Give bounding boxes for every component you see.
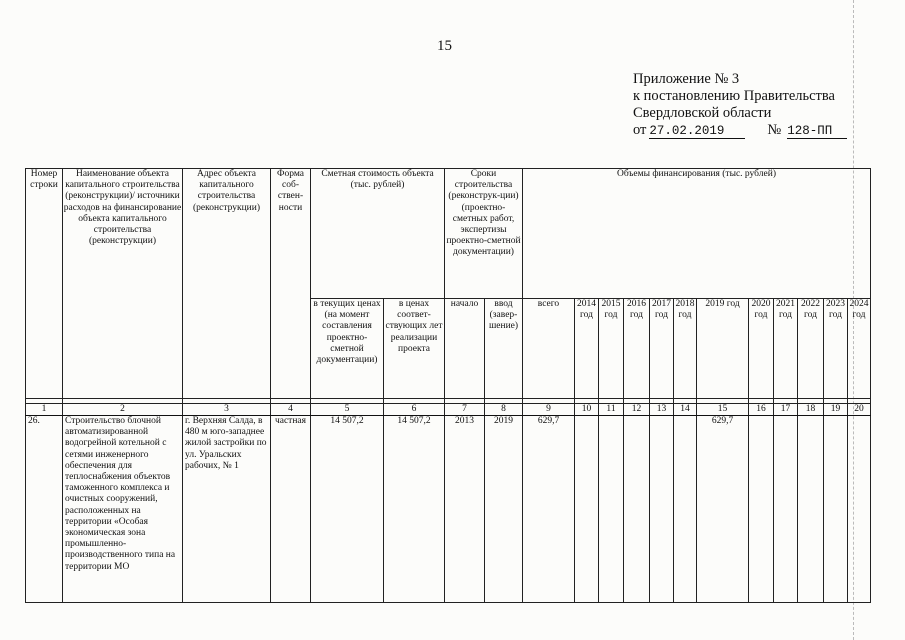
column-number: 17: [774, 404, 798, 416]
column-number: 11: [599, 404, 624, 416]
financing-2023: [824, 416, 848, 603]
financing-2020: [749, 416, 774, 603]
financing-table: [25, 168, 871, 603]
header-year-2017: 2017 год: [650, 299, 674, 399]
header-ownership: Форма соб-ствен-ности: [271, 169, 311, 399]
header-row-1: [26, 169, 871, 299]
header-commission: ввод (завер-шение): [485, 299, 523, 399]
header-year-2018: 2018 год: [674, 299, 697, 399]
column-number: 4: [271, 404, 311, 416]
page-number: 15: [437, 38, 452, 54]
column-number: 13: [650, 404, 674, 416]
header-year-2019: 2019 год: [697, 299, 749, 399]
column-number: 12: [624, 404, 650, 416]
table-row: [26, 416, 871, 603]
header-year-2023: 2023 год: [824, 299, 848, 399]
column-number: 1: [26, 404, 63, 416]
column-numbers-row: [26, 404, 871, 416]
header-current-prices: в текущих ценах (на момент составления проектно-сметной документации): [311, 299, 384, 399]
object-address: г. Верхняя Салда, в 480 м юго-западнее жилой застройки по ул. Уральских рабочих, № 1: [183, 416, 271, 603]
column-number: 2: [63, 404, 183, 416]
header-address: Адрес объекта капитального строительства (реконструкции): [183, 169, 271, 399]
header-corresponding-prices: в ценах соответ-ствующих лет реализации проекта: [384, 299, 445, 399]
column-number: 6: [384, 404, 445, 416]
appendix-line-3: Свердловской области: [633, 105, 772, 121]
financing-total: 629,7: [523, 416, 575, 603]
header-year-2015: 2015 год: [599, 299, 624, 399]
header-year-2022: 2022 год: [798, 299, 824, 399]
header-year-2016: 2016 год: [624, 299, 650, 399]
column-number: 7: [445, 404, 485, 416]
column-number: 3: [183, 404, 271, 416]
from-label: от: [633, 122, 647, 138]
header-estimated-cost: Сметная стоимость объекта (тыс. рублей): [311, 169, 445, 299]
financing-2017: [650, 416, 674, 603]
column-number: 18: [798, 404, 824, 416]
decree-number: 128-ПП: [787, 125, 847, 139]
column-number: 20: [848, 404, 871, 416]
appendix-header: [633, 71, 847, 139]
financing-2018: [674, 416, 697, 603]
header-terms: Сроки строительства (реконструк-ции) (проектно-сметных работ, экспертизы проектно-сметной документации): [445, 169, 523, 299]
column-number: 8: [485, 404, 523, 416]
decree-date: 27.02.2019: [649, 125, 745, 139]
column-number: 9: [523, 404, 575, 416]
header-year-2020: 2020 год: [749, 299, 774, 399]
object-name: Строительство блочной автоматизированной водогрейной котельной с сетями инженерного обеспечения для теплоснабжения объектов таможенного комплекса и очистных сооружений, расположенных на территории «Особая экономическая зона промышленно-производственного типа на территории МО: [63, 416, 183, 603]
financing-2021: [774, 416, 798, 603]
row-number: 26.: [26, 416, 63, 603]
financing-2014: [575, 416, 599, 603]
header-total: всего: [523, 299, 575, 399]
column-number: 14: [674, 404, 697, 416]
header-object-name: Наименование объекта капитального строительства (реконструкции)/ источники расходов на финансирование объекта капитального строительства (реконструкции): [63, 169, 183, 399]
column-number: 19: [824, 404, 848, 416]
appendix-line-2: к постановлению Правительства: [633, 88, 835, 104]
header-year-2021: 2021 год: [774, 299, 798, 399]
column-number: 10: [575, 404, 599, 416]
appendix-title: Приложение № 3: [633, 71, 740, 87]
financing-2022: [798, 416, 824, 603]
financing-2016: [624, 416, 650, 603]
ownership-form: частная: [271, 416, 311, 603]
cost-current-prices: 14 507,2: [311, 416, 384, 603]
header-financing: Объемы финансирования (тыс. рублей): [523, 169, 871, 299]
cost-corresponding-prices: 14 507,2: [384, 416, 445, 603]
header-start: начало: [445, 299, 485, 399]
number-label: №: [767, 122, 782, 138]
financing-2015: [599, 416, 624, 603]
header-year-2024: 2024 год: [848, 299, 871, 399]
column-number: 5: [311, 404, 384, 416]
start-year: 2013: [445, 416, 485, 603]
appendix-date-line: [633, 122, 847, 139]
header-row-number: Номер строки: [26, 169, 63, 399]
header-year-2014: 2014 год: [575, 299, 599, 399]
column-number: 16: [749, 404, 774, 416]
financing-2024: [848, 416, 871, 603]
financing-2019: 629,7: [697, 416, 749, 603]
column-number: 15: [697, 404, 749, 416]
commission-year: 2019: [485, 416, 523, 603]
